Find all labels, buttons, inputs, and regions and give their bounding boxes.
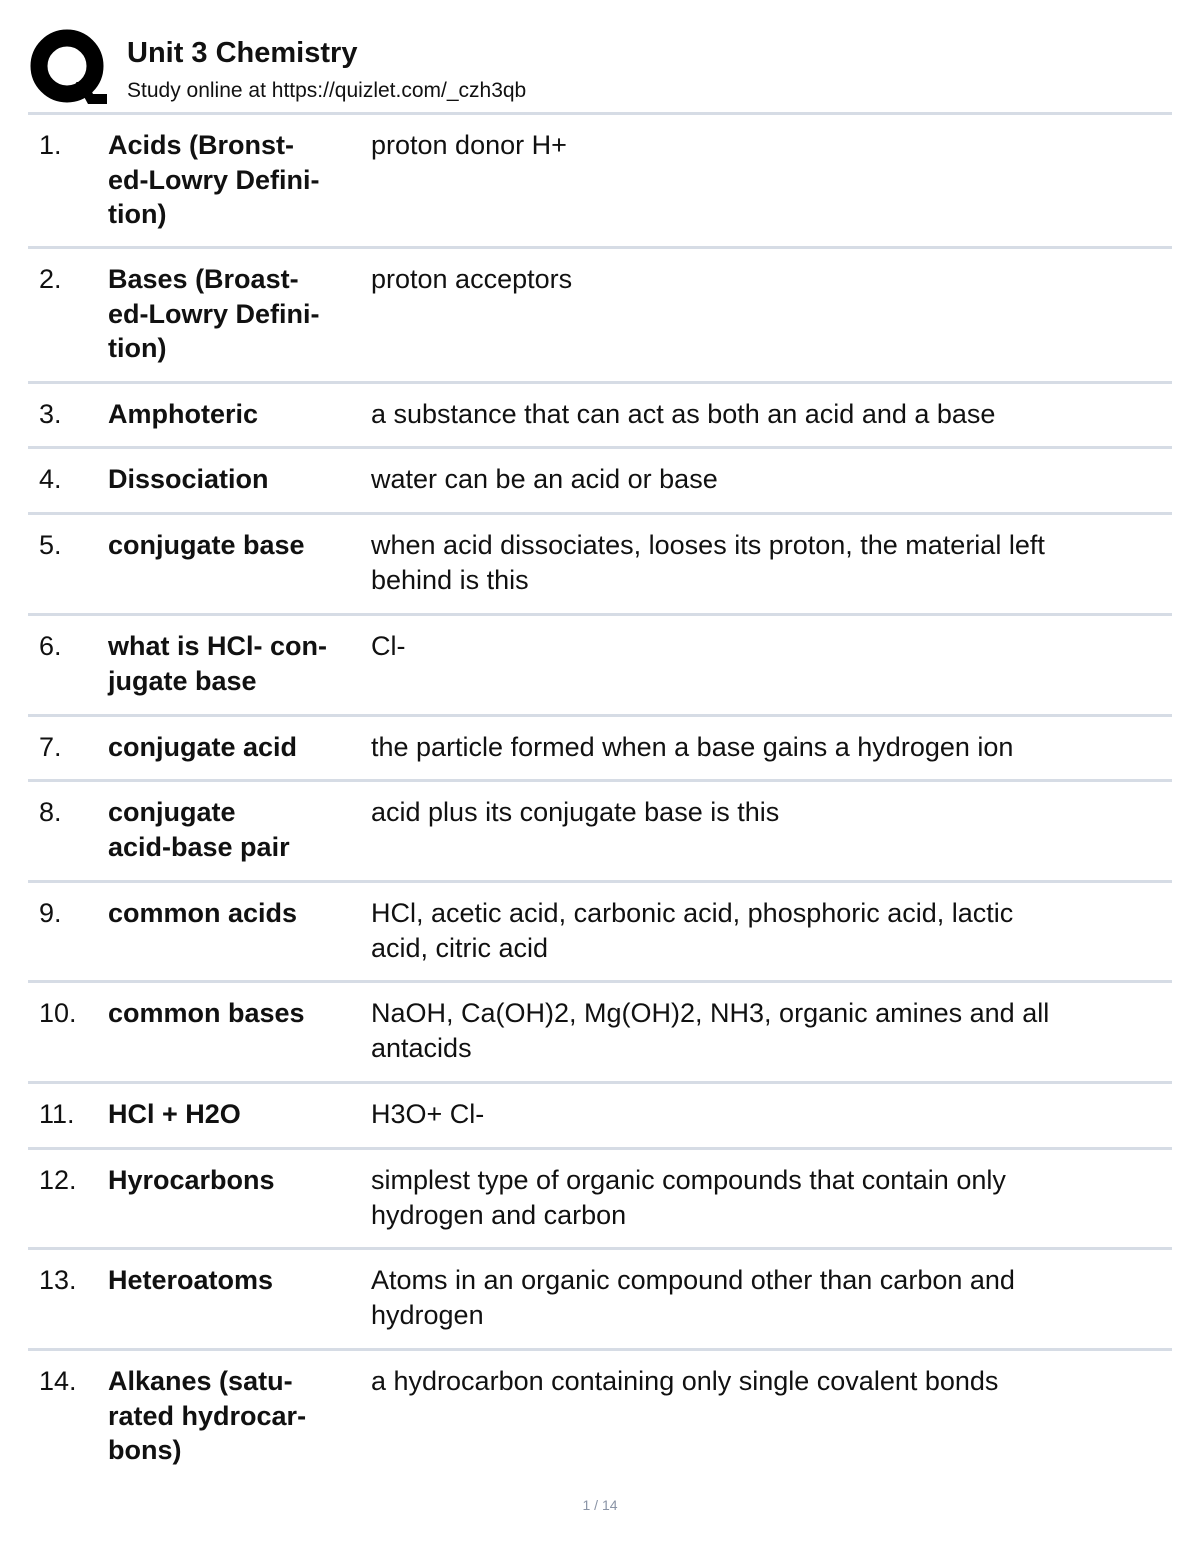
flashcard-row <box>28 249 1172 384</box>
card-term: Amphoteric <box>108 399 259 429</box>
flashcard-row <box>28 883 1172 983</box>
card-definition: Atoms in an organic compound other than carbon and hydrogen <box>371 1265 1015 1330</box>
card-number: 10. <box>39 998 77 1028</box>
card-number: 12. <box>39 1165 77 1195</box>
card-number: 4. <box>39 464 62 494</box>
card-definition: the particle formed when a base gains a hydrogen ion <box>371 732 1014 762</box>
card-number: 1. <box>39 130 62 160</box>
card-term: conjugate base <box>108 530 305 560</box>
page-indicator: 1 / 14 <box>582 1497 618 1513</box>
card-term: common acids <box>108 898 298 928</box>
card-number: 9. <box>39 898 62 928</box>
card-definition: Cl- <box>371 631 406 661</box>
card-definition: a hydrocarbon containing only single covalent bonds <box>371 1366 999 1396</box>
card-definition: proton acceptors <box>371 264 573 294</box>
card-term: Dissociation <box>108 464 269 494</box>
card-term: common bases <box>108 998 305 1028</box>
card-definition: a substance that can act as both an acid and a base <box>371 399 996 429</box>
card-definition: when acid dissociates, looses its proton, the material left behind is this <box>371 530 1045 595</box>
card-term: conjugate acid-base pair <box>108 797 290 862</box>
card-term: conjugate acid <box>108 732 298 762</box>
card-definition: HCl, acetic acid, carbonic acid, phosphoric acid, lactic acid, citric acid <box>371 898 1014 963</box>
card-number: 14. <box>39 1366 77 1396</box>
card-definition: H3O+ Cl- <box>371 1099 485 1129</box>
flashcard-row <box>28 616 1172 717</box>
flashcard-row <box>28 1084 1172 1150</box>
flashcard-row <box>28 515 1172 616</box>
card-number: 5. <box>39 530 62 560</box>
card-term: Acids (Bronst- ed-Lowry Defini- tion) <box>108 130 320 229</box>
flashcard-row <box>28 983 1172 1084</box>
card-definition: water can be an acid or base <box>371 464 718 494</box>
card-definition: NaOH, Ca(OH)2, Mg(OH)2, NH3, organic amines and all antacids <box>371 998 1050 1063</box>
card-number: 7. <box>39 732 62 762</box>
card-number: 13. <box>39 1265 77 1295</box>
flashcard-row <box>28 449 1172 515</box>
flashcard-row <box>28 782 1172 883</box>
flashcard-row <box>28 1250 1172 1351</box>
card-term: HCl + H2O <box>108 1099 241 1129</box>
flashcard-row <box>28 1150 1172 1250</box>
flashcard-list <box>28 115 1172 1481</box>
card-number: 3. <box>39 399 62 429</box>
card-term: Heteroatoms <box>108 1265 274 1295</box>
card-number: 8. <box>39 797 62 827</box>
card-definition: acid plus its conjugate base is this <box>371 797 780 827</box>
flashcard-row <box>28 1351 1172 1481</box>
card-definition: simplest type of organic compounds that contain only hydrogen and carbon <box>371 1165 1006 1230</box>
card-term: what is HCl- con- jugate base <box>108 631 328 696</box>
flashcard-row <box>28 717 1172 782</box>
card-number: 6. <box>39 631 62 661</box>
card-number: 11. <box>39 1099 75 1129</box>
card-term: Bases (Broast- ed-Lowry Defini- tion) <box>108 264 320 363</box>
card-definition: proton donor H+ <box>371 130 567 160</box>
page-header <box>30 28 1172 112</box>
quizlet-q-logo-icon <box>30 28 110 108</box>
flashcard-row <box>28 115 1172 249</box>
page-title: Unit 3 Chemistry <box>127 37 358 69</box>
flashcard-row <box>28 384 1172 449</box>
card-term: Alkanes (satu- rated hydrocar- bons) <box>108 1366 307 1465</box>
study-online-link[interactable]: Study online at https://quizlet.com/_czh3qb <box>127 79 527 102</box>
card-term: Hyrocarbons <box>108 1165 275 1195</box>
card-number: 2. <box>39 264 62 294</box>
